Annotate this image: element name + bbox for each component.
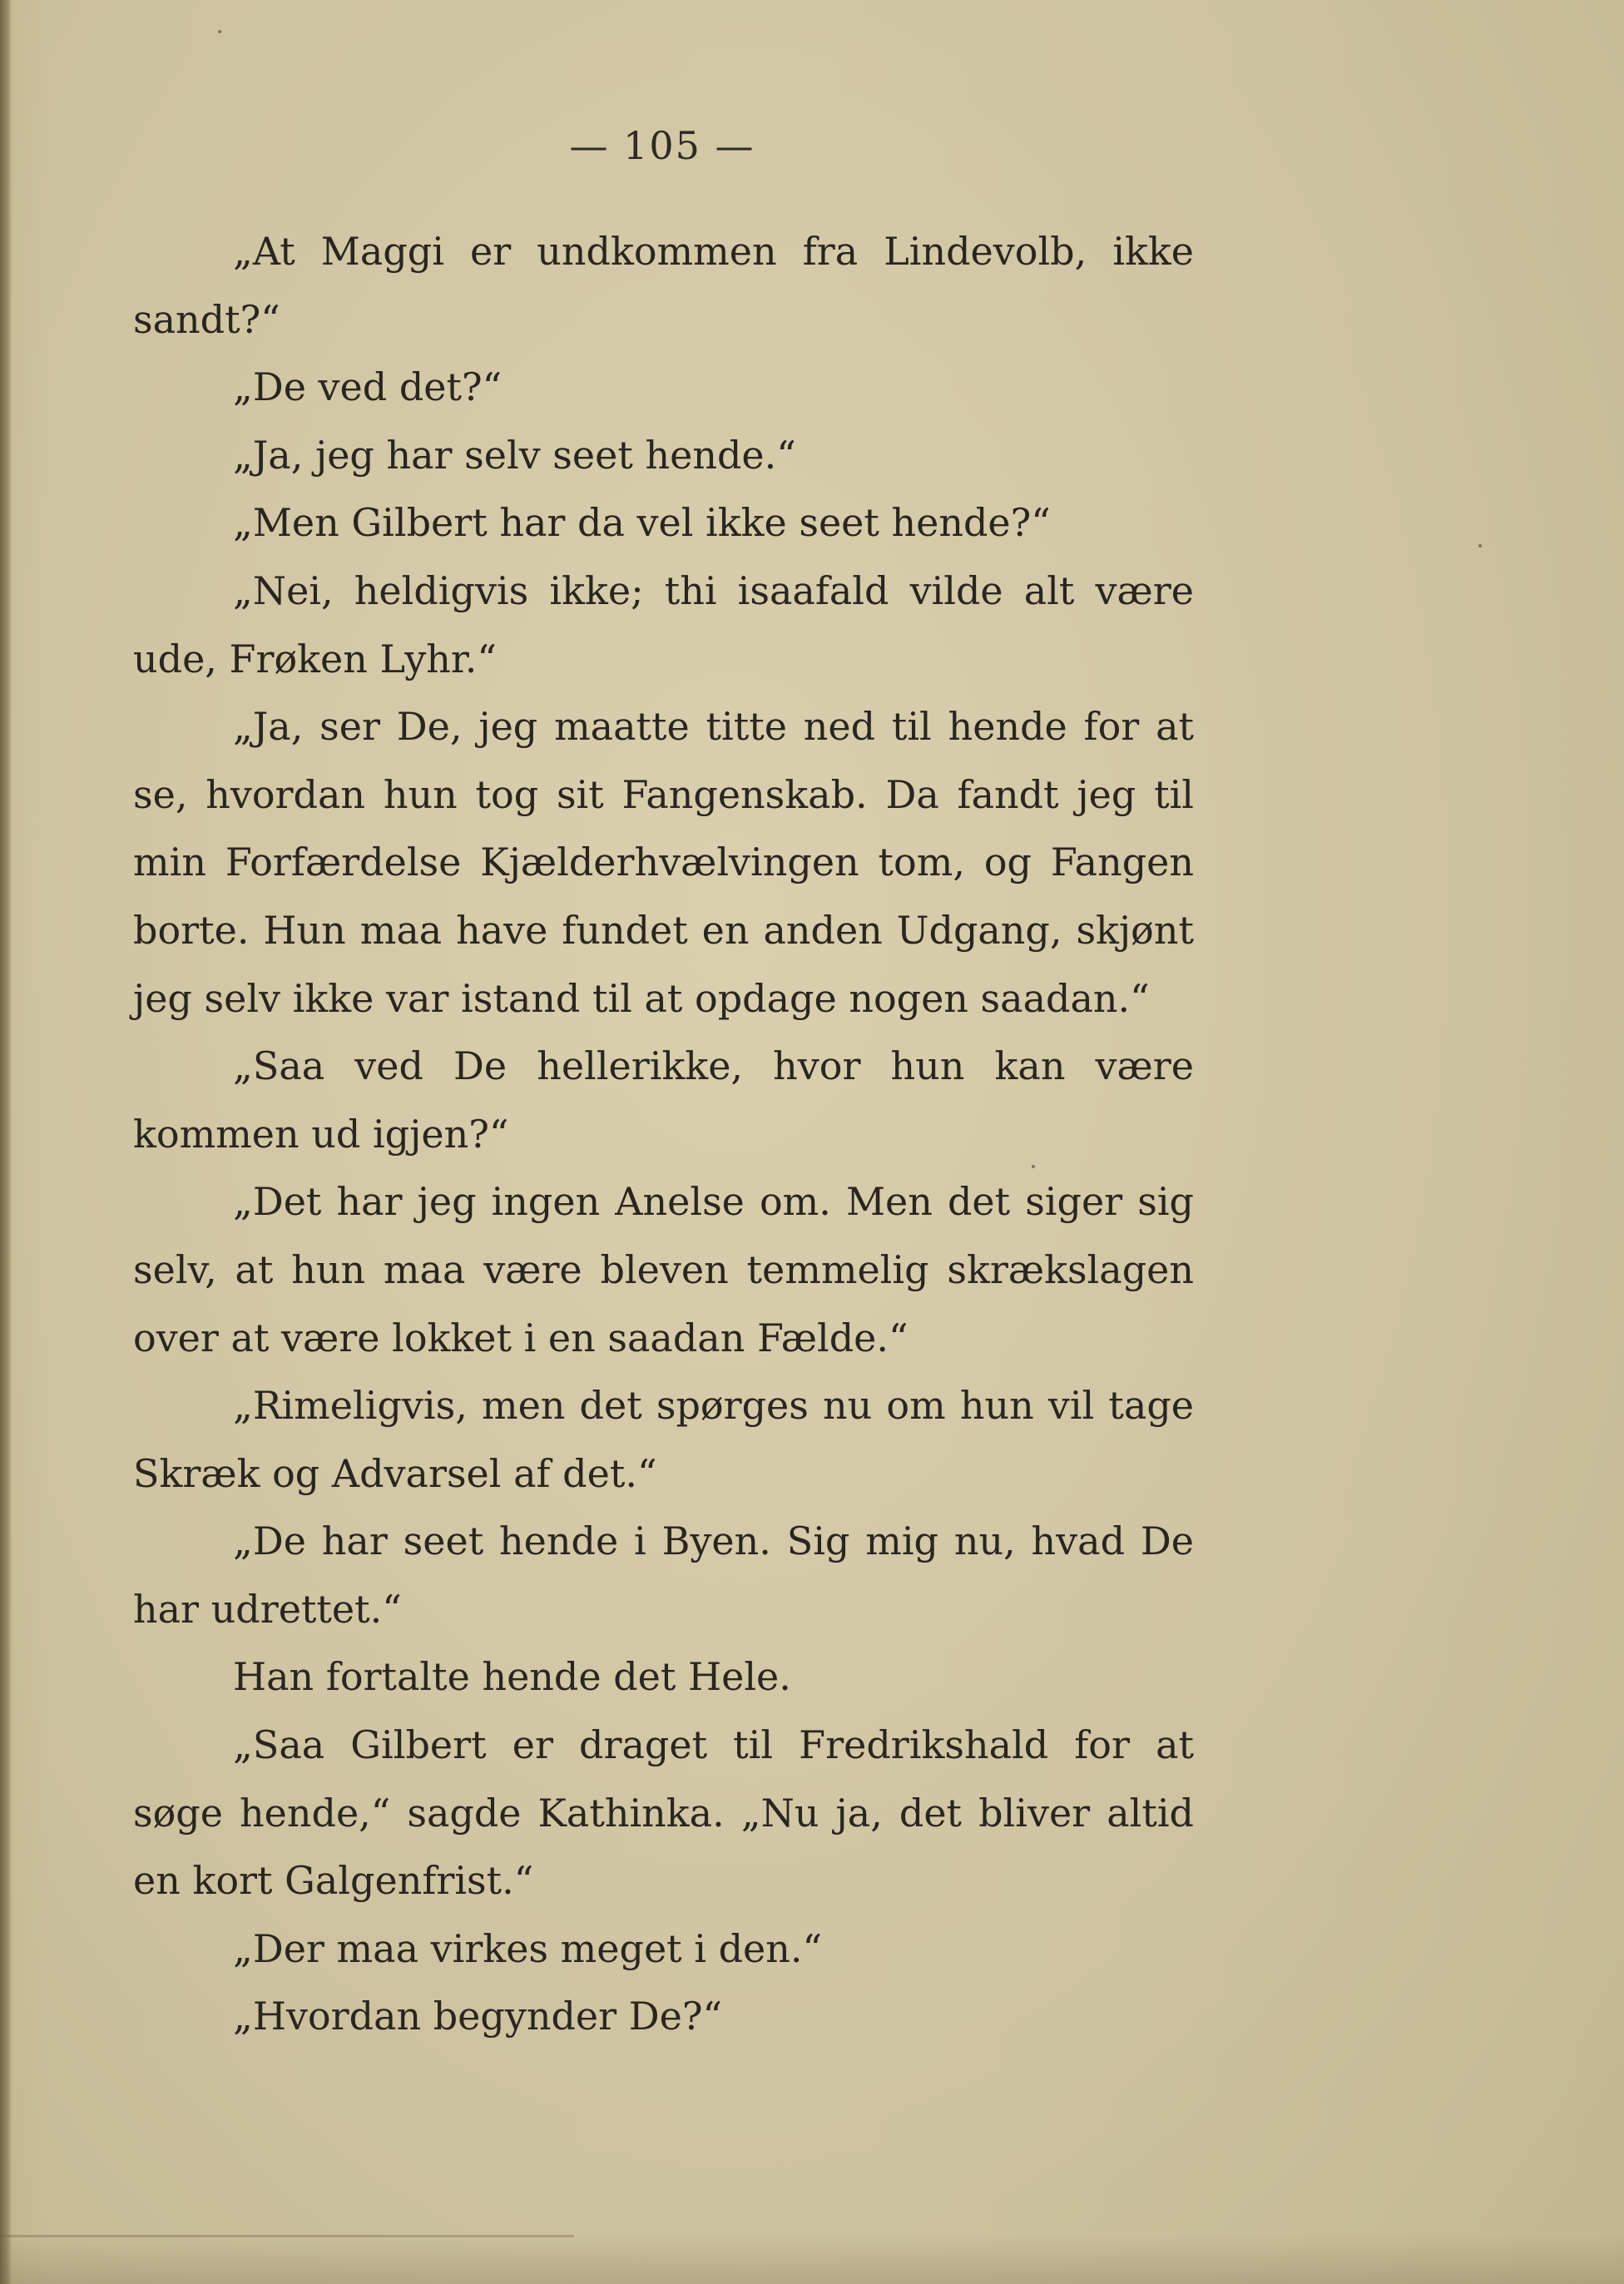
paper-speck bbox=[1478, 544, 1482, 547]
paragraph: „Hvordan begynder De?“ bbox=[233, 1994, 723, 2039]
paragraph: „Men Gilbert har da vel ikke seet hende?“ bbox=[233, 500, 1051, 546]
paragraph: „Rimeligvis, men det spørges nu om hun vil tage Skræk og Advarsel af det.“ bbox=[133, 1383, 1194, 1496]
page-gutter-edge bbox=[0, 0, 12, 2284]
paragraph: „Nei, heldigvis ikke; thi isaafald vilde alt være ude, Frøken Lyhr.“ bbox=[133, 567, 1194, 681]
paragraph: „Der maa virkes meget i den.“ bbox=[233, 1925, 823, 1971]
paragraph: „Saa ved De hellerikke, hvor hun kan være kommen ud igjen?“ bbox=[133, 1043, 1194, 1157]
body-text bbox=[133, 218, 1194, 2051]
paragraph: „Det har jeg ingen Anelse om. Men det siger sig selv, at hun maa være bleven temmelig skrækslagen over at være lokket i en saadan Fælde.“ bbox=[133, 1179, 1194, 1360]
paragraph: „De ved det?“ bbox=[233, 364, 503, 410]
page-bottom-shadow bbox=[0, 2234, 1624, 2284]
paragraph: „Saa Gilbert er draget til Fredrikshald for at søge hende,“ sagde Kathinka. „Nu ja, det bliver altid en kort Galgenfrist.“ bbox=[133, 1722, 1194, 1904]
paragraph: „Ja, jeg har selv seet hende.“ bbox=[233, 432, 796, 478]
paragraph: „Ja, ser De, jeg maatte titte ned til hende for at se, hvordan hun tog sit Fangenskab. Da fandt jeg til min Forfærdelse Kjælderhvælvingen tom, og Fangen borte. Hun maa have fundet en anden Udgang, skjønt jeg selv ikke var istand til at opdage nogen saadan.“ bbox=[133, 704, 1194, 1021]
paper-speck bbox=[218, 30, 221, 33]
paragraph: „De har seet hende i Byen. Sig mig nu, hvad De har udrettet.“ bbox=[133, 1519, 1194, 1632]
page-number-header: — 105 — bbox=[569, 123, 755, 168]
paragraph: Han fortalte hende det Hele. bbox=[233, 1654, 791, 1700]
paragraph: „At Maggi er undkommen fra Lindevolb, ikke sandt?“ bbox=[133, 229, 1194, 342]
